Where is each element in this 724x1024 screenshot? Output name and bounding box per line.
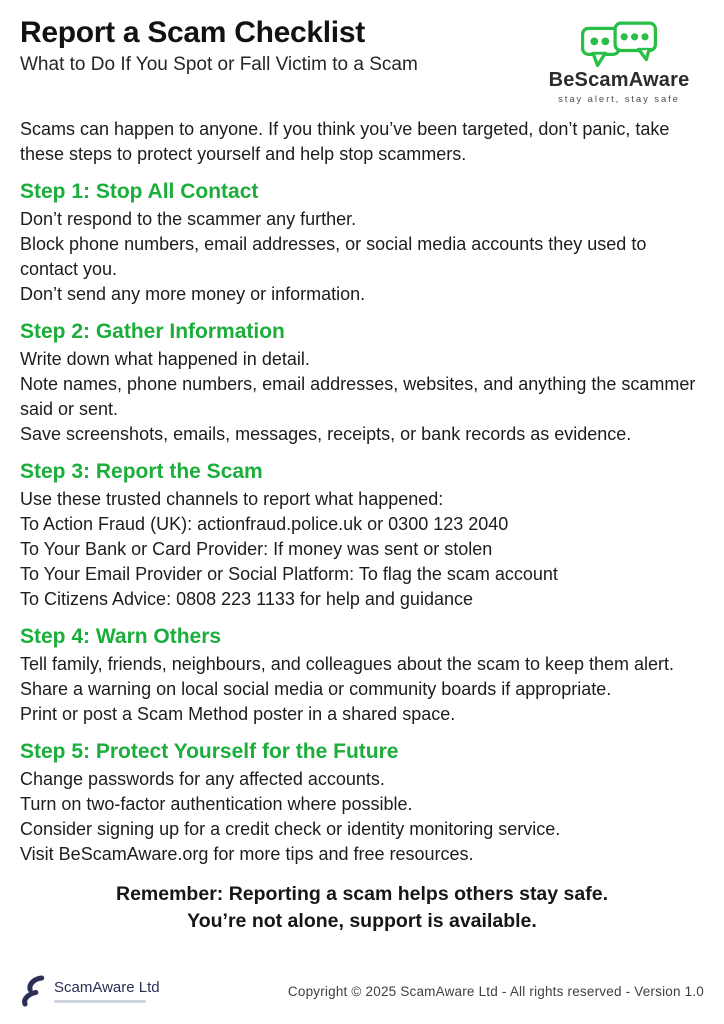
step-4-line: Print or post a Scam Method poster in a shared space. — [20, 704, 456, 724]
footer-micro-tagline — [54, 1000, 146, 1003]
step-3-heading: Step 3: Report the Scam — [20, 460, 263, 483]
step-5-heading: Step 5: Protect Yourself for the Future — [20, 740, 399, 763]
step-section-1 — [20, 179, 704, 307]
footer-company: ScamAware Ltd — [54, 979, 160, 996]
step-4-line: Share a warning on local social media or community boards if appropriate. — [20, 679, 612, 699]
brand-name: BeScamAware — [548, 69, 690, 91]
step-section-3 — [20, 459, 704, 612]
reminder-line-2: You’re not alone, support is available. — [187, 910, 537, 932]
brand-tagline: stay alert, stay safe — [558, 94, 680, 105]
step-4-line: Tell family, friends, neighbours, and colleagues about the scam to keep them alert. — [20, 654, 675, 674]
footer-company-block — [54, 979, 160, 1003]
step-1-heading: Step 1: Stop All Contact — [20, 180, 259, 203]
step-5-line: Consider signing up for a credit check or identity monitoring service. — [20, 819, 561, 839]
step-section-4 — [20, 624, 704, 727]
brand-logo — [534, 16, 704, 105]
scamaware-s-icon — [20, 972, 46, 1010]
step-3-line: To Your Bank or Card Provider: If money was sent or stolen — [20, 539, 493, 559]
speech-bubbles-icon — [576, 16, 662, 68]
page-subtitle: What to Do If You Spot or Fall Victim to a Scam — [20, 54, 418, 75]
footer — [20, 964, 704, 1024]
step-3-line: To Action Fraud (UK): actionfraud.police.uk or 0300 123 2040 — [20, 514, 509, 534]
header-text — [20, 16, 418, 77]
step-2-line: Save screenshots, emails, messages, receipts, or bank records as evidence. — [20, 424, 632, 444]
step-3-line: To Citizens Advice: 0808 223 1133 for help and guidance — [20, 589, 473, 609]
step-1-line: Block phone numbers, email addresses, or social media accounts they used to contact you. — [20, 234, 647, 279]
step-2-line: Write down what happened in detail. — [20, 349, 310, 369]
step-1-line: Don’t send any more money or information. — [20, 284, 366, 304]
step-3-line: To Your Email Provider or Social Platform: To flag the scam account — [20, 564, 558, 584]
step-4-heading: Step 4: Warn Others — [20, 625, 222, 648]
step-5-line: Visit BeScamAware.org for more tips and free resources. — [20, 844, 474, 864]
step-1-line: Don’t respond to the scammer any further. — [20, 209, 357, 229]
step-2-heading: Step 2: Gather Information — [20, 320, 285, 343]
copyright-text: Copyright © 2025 ScamAware Ltd - All rights reserved - Version 1.0 — [287, 983, 704, 999]
reminder-block — [20, 881, 704, 935]
step-2-line: Note names, phone numbers, email addresses, websites, and anything the scammer said or sent. — [20, 374, 696, 419]
reminder-line-1: Remember: Reporting a scam helps others stay safe. — [115, 883, 608, 905]
footer-brand — [20, 972, 160, 1010]
intro-paragraph: Scams can happen to anyone. If you think you’ve been targeted, don’t panic, take these steps to protect yourself and help stop scammers. — [20, 119, 670, 164]
step-5-line: Turn on two-factor authentication where possible. — [20, 794, 413, 814]
page-title: Report a Scam Checklist — [20, 16, 365, 49]
header — [20, 16, 704, 105]
step-section-5 — [20, 739, 704, 867]
step-section-2 — [20, 319, 704, 447]
step-5-line: Change passwords for any affected accounts. — [20, 769, 385, 789]
step-3-line: Use these trusted channels to report what happened: — [20, 489, 444, 509]
